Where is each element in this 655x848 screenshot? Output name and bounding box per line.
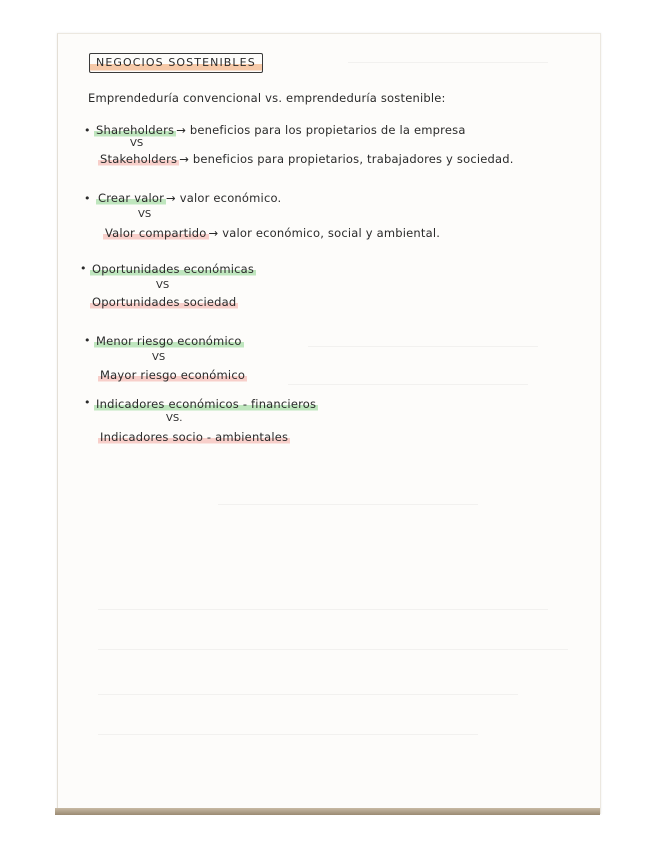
term-highlighted: Menor riesgo económico xyxy=(96,334,242,348)
vs-label: VS xyxy=(156,280,170,291)
term-highlighted: Valor compartido xyxy=(105,226,207,240)
term-description: → beneficios para los propietarios de la empresa xyxy=(176,123,466,137)
vs-label: VS xyxy=(130,138,144,149)
bleed-through-line xyxy=(288,384,528,385)
bullet: • xyxy=(84,334,91,347)
bullet: • xyxy=(84,192,91,205)
vs-label: VS xyxy=(152,352,166,363)
bleed-through-line xyxy=(98,734,478,735)
comparison-line-a xyxy=(90,262,256,276)
bleed-through-line xyxy=(98,694,518,695)
term-highlighted: Mayor riesgo económico xyxy=(100,368,246,382)
comparison-line-b xyxy=(103,226,440,240)
term-highlighted: Stakeholders xyxy=(100,152,178,166)
term-highlighted: Oportunidades económicas xyxy=(92,262,255,276)
bleed-through-line xyxy=(98,649,568,650)
bleed-through-line xyxy=(348,62,548,63)
term-description: → valor económico, social y ambiental. xyxy=(208,226,441,240)
page-title: NEGOCIOS SOSTENIBLES xyxy=(89,53,263,73)
term-highlighted: Indicadores socio - ambientales xyxy=(100,430,289,444)
term-description: → beneficios para propietarios, trabajadores y sociedad. xyxy=(179,152,514,166)
bleed-through-line xyxy=(98,609,548,610)
page-edge xyxy=(55,808,600,815)
vs-label: VS. xyxy=(166,413,183,424)
comparison-line-a xyxy=(94,334,244,348)
bleed-through-line xyxy=(218,504,478,505)
term-highlighted: Oportunidades sociedad xyxy=(92,295,237,309)
bleed-through-line xyxy=(308,346,538,347)
comparison-line-a xyxy=(94,397,318,411)
term-highlighted: Shareholders xyxy=(96,123,175,137)
comparison-line-a xyxy=(96,191,281,205)
vs-label: VS xyxy=(138,209,152,220)
bullet: • xyxy=(80,262,87,275)
comparison-line-b xyxy=(90,295,238,309)
notebook-page xyxy=(57,33,601,814)
section-heading: Emprendeduría convencional vs. emprendeduría sostenible: xyxy=(88,91,446,105)
term-description: → valor económico. xyxy=(166,191,282,205)
term-highlighted: Indicadores económicos - financieros xyxy=(96,397,317,411)
comparison-line-a xyxy=(94,123,466,137)
bullet: • xyxy=(84,124,91,137)
term-highlighted: Crear valor xyxy=(98,191,165,205)
comparison-line-b xyxy=(98,152,514,166)
bullet: • xyxy=(84,396,91,409)
comparison-line-b xyxy=(98,430,290,444)
comparison-line-b xyxy=(98,368,247,382)
